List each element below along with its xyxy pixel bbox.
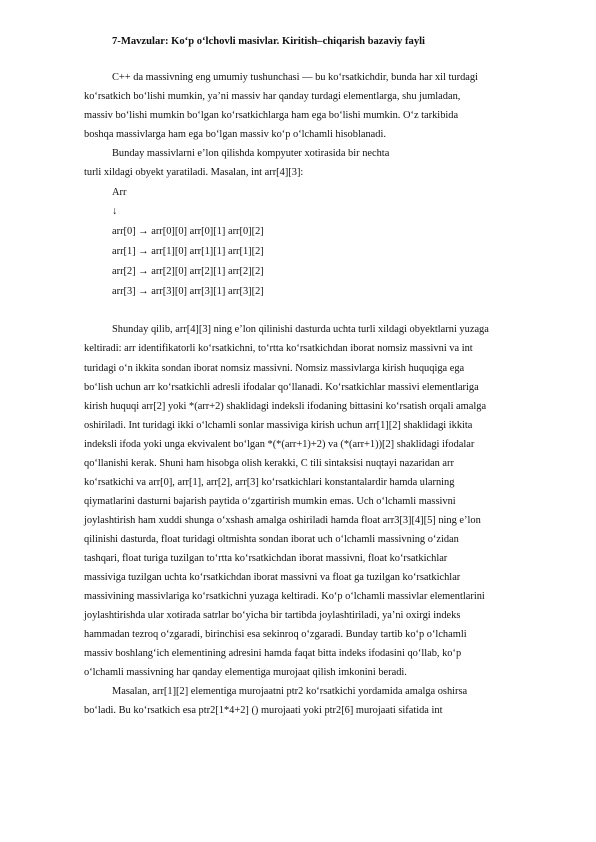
diagram-arrow: ↓ [112, 206, 118, 217]
paragraph-line: Bunday massivlarni e’lon qilishda kompyuter xotirasida bir nechta [112, 148, 390, 159]
paragraph-line: boshqa massivlarga ham ega bo‘lgan massiv ko‘p o‘lchamli hisoblanadi. [84, 129, 386, 140]
array-row: arr[0] → arr[0][0] arr[0][1] arr[0][2] [112, 226, 264, 237]
paragraph-line: bo‘ladi. Bu ko‘rsatkich esa ptr2[1*4+2] () murojaati yoki ptr2[6] murojaati sifatida int [84, 705, 443, 716]
paragraph-line: turidagi o‘n ikkita sondan iborat nomsiz massivni. Nomsiz massivlarga kirish huquqiga ega [84, 363, 465, 374]
paragraph-line: massiv boshlang‘ich elementining adresini hamda faqat bitta indeks ifodasini qo‘llab, ko‘p [84, 648, 462, 659]
paragraph-line: massiv bo‘lishi mumkin bo‘lgan ko‘rsatkichlarga ham ega bo‘lishi mumkin. O‘z tarkibida [84, 110, 459, 121]
array-row: arr[1] → arr[1][0] arr[1][1] arr[1][2] [112, 246, 264, 257]
paragraph-line: kirish huquqi arr[2] yoki *(arr+2) shaklidagi indeksli ifodaning bittasini ko‘rsatish orqali amalga [84, 401, 487, 412]
paragraph-line: keltiradi: arr identifikatorli ko‘rsatkichni, to‘rtta ko‘rsatkichdan iborat nomsiz massivni va int [84, 343, 473, 354]
array-row: arr[2] → arr[2][0] arr[2][1] arr[2][2] [112, 266, 264, 277]
paragraph-line: ko‘rsatkich bo‘lishi mumkin, ya’ni massiv har qanday turdagi elementlarga, shu jumladan, [84, 91, 461, 102]
page-title: 7-Mavzular: Ko‘p o‘lchovli masivlar. Kiritish–chiqarish bazaviy fayli [112, 36, 426, 47]
paragraph-line: qiymatlarini dasturni bajarish paytida o‘zgartirish mumkin emas. Uch o‘lchamli massivni [84, 496, 456, 507]
array-row: arr[3] → arr[3][0] arr[3][1] arr[3][2] [112, 286, 264, 297]
paragraph-line: hammadan tezroq o‘zgaradi, birinchisi esa sekinroq o‘zgaradi. Bunday tartib ko‘p o‘lchamli [84, 629, 467, 640]
paragraph-line: tashqari, float turiga tuzilgan to‘rtta ko‘rsatkichdan iborat massivni, float ko‘rsatkichlar [84, 553, 448, 564]
paragraph-line: Masalan, arr[1][2] elementiga murojaatni ptr2 ko‘rsatkichi yordamida amalga oshirsa [112, 686, 468, 697]
paragraph-line: bo‘lish uchun arr ko‘rsatkichli adresli ifodalar qo‘llanadi. Ko‘rsatkichlar massivi elementlariga [84, 382, 479, 393]
paragraph-line: o‘lchamli massivning har qanday elementiga murojaat qilish imkonini beradi. [84, 667, 407, 678]
paragraph-line: massivining massivlariga ko‘rsatkichni yuzaga keltiradi. Ko‘p o‘lchamli massivlar elementlarini [84, 591, 485, 602]
paragraph-line: indeksli ifoda yoki unga ekvivalent bo‘lgan *(*(arr+1)+2) va (*(arr+1))[2] shaklidagi ifodalar [84, 439, 475, 450]
paragraph-line: turli xildagi obyekt yaratiladi. Masalan, int arr[4][3]: [84, 167, 304, 178]
paragraph-line: massiviga tuzilgan uchta ko‘rsatkichdan iborat massivni va float ga tuzilgan ko‘rsatkichlar [84, 572, 461, 583]
paragraph-line: joylashtirishda ular xotirada satrlar bo‘yicha bir tartibda joylashtiriladi, ya’ni oxirgi indeks [84, 610, 461, 621]
paragraph-line: qilinishi dasturda, float turidagi oltmishta sondan iborat uch o‘lchamli massivning o‘zidan [84, 534, 459, 545]
diagram-label: Arr [112, 187, 127, 198]
paragraph-line: C++ da massivning eng umumiy tushunchasi — bu ko‘rsatkichdir, bunda har xil turdagi [112, 72, 478, 83]
paragraph-line: Shunday qilib, arr[4][3] ning e’lon qilinishi dasturda uchta turli xildagi obyektlarni yuzaga [112, 324, 489, 335]
paragraph-line: ko‘rsatkichi va arr[0], arr[1], arr[2], arr[3] ko‘rsatkichlari konstantalardir hamda ularning [84, 477, 455, 488]
paragraph-line: oshiriladi. Int turidagi ikki o‘lchamli sonlar massiviga kirish uchun arr[1][2] shaklidagi ikkita [84, 420, 473, 431]
paragraph-line: joylashtirish ham xuddi shunga o‘xshash amalga oshiriladi hamda float arr3[3][4][5] ning e’lon [84, 515, 481, 526]
paragraph-line: qo‘llanishi kerak. Shuni ham hisobga olish kerakki, C tili sintaksisi nuqtayi nazaridan arr [84, 458, 454, 469]
